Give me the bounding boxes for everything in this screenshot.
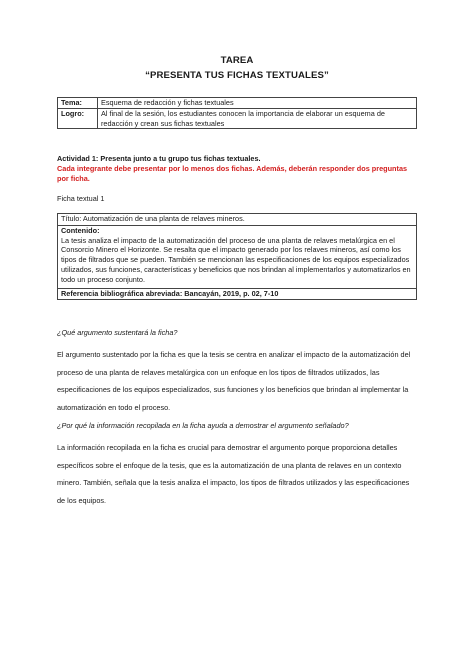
ficha-content-label: Contenido: bbox=[61, 225, 100, 235]
tema-label: Tema: bbox=[58, 98, 98, 109]
answer-2: La información recopilada en la ficha es crucial para demostrar el argumento porque proporciona detalles específicos sobre el enfoque de la tesis, que es la automatización de una planta de relaves en un contexto minero. También, señala que la tesis analiza el impacto, los tipos de filtrados utilizados y las especificaciones de los equipos. bbox=[57, 443, 410, 505]
ficha-content bbox=[58, 225, 416, 288]
tema-value: Esquema de redacción y fichas textuales bbox=[98, 98, 417, 109]
ficha-content-text: La tesis analiza el impacto de la automatización del proceso de una planta de relaves metalúrgica en el Consorcio Minero el Horizonte. Se resalta que el impacto generado por los relaves mineros, así como los tipos de filtrados que se pueden. También se mencionan las especificaciones de los equipos especializados utilizados, sus funciones, características y beneficios que nos brindan al implementarlos y automatizarlos en todo un proceso conjunto. bbox=[61, 235, 411, 284]
question-2: ¿Por qué la información recopilada en la ficha ayuda a demostrar el argumento señalado? bbox=[57, 421, 349, 430]
document-subtitle: “PRESENTA TUS FICHAS TEXTUALES” bbox=[145, 70, 329, 81]
logro-label: Logro: bbox=[58, 108, 98, 129]
ficha-heading: Ficha textual 1 bbox=[57, 194, 105, 203]
question-1: ¿Qué argumento sustentará la ficha? bbox=[57, 328, 178, 337]
ficha-reference: Referencia bibliográfica abreviada: Bancayán, 2019, p. 02, 7-10 bbox=[58, 288, 416, 300]
ficha-title: Título: Automatización de una planta de relaves mineros. bbox=[61, 214, 245, 223]
logro-value: Al final de la sesión, los estudiantes conocen la importancia de elaborar un esquema de redacción y crean sus fichas textuales bbox=[98, 108, 417, 129]
info-table bbox=[57, 97, 417, 129]
activity-instruction: Cada integrante debe presentar por lo menos dos fichas. Además, deberán responder dos preguntas por ficha. bbox=[57, 164, 408, 183]
answer-1: El argumento sustentado por la ficha es que la tesis se centra en analizar el impacto de la automatización del proceso de una planta de relaves metalúrgica con un enfoque en los tipos de filtrados utilizados, las especificaciones de los equipos especializados, sus funciones y los beneficios que brindan al implementar la automatización en todo el proceso. bbox=[57, 350, 411, 412]
activity-title: Actividad 1: Presenta junto a tu grupo tus fichas textuales. bbox=[57, 154, 261, 163]
document-title: TAREA bbox=[220, 55, 254, 66]
ficha-box bbox=[57, 213, 417, 300]
tema-row bbox=[58, 98, 417, 109]
logro-row bbox=[58, 108, 417, 129]
